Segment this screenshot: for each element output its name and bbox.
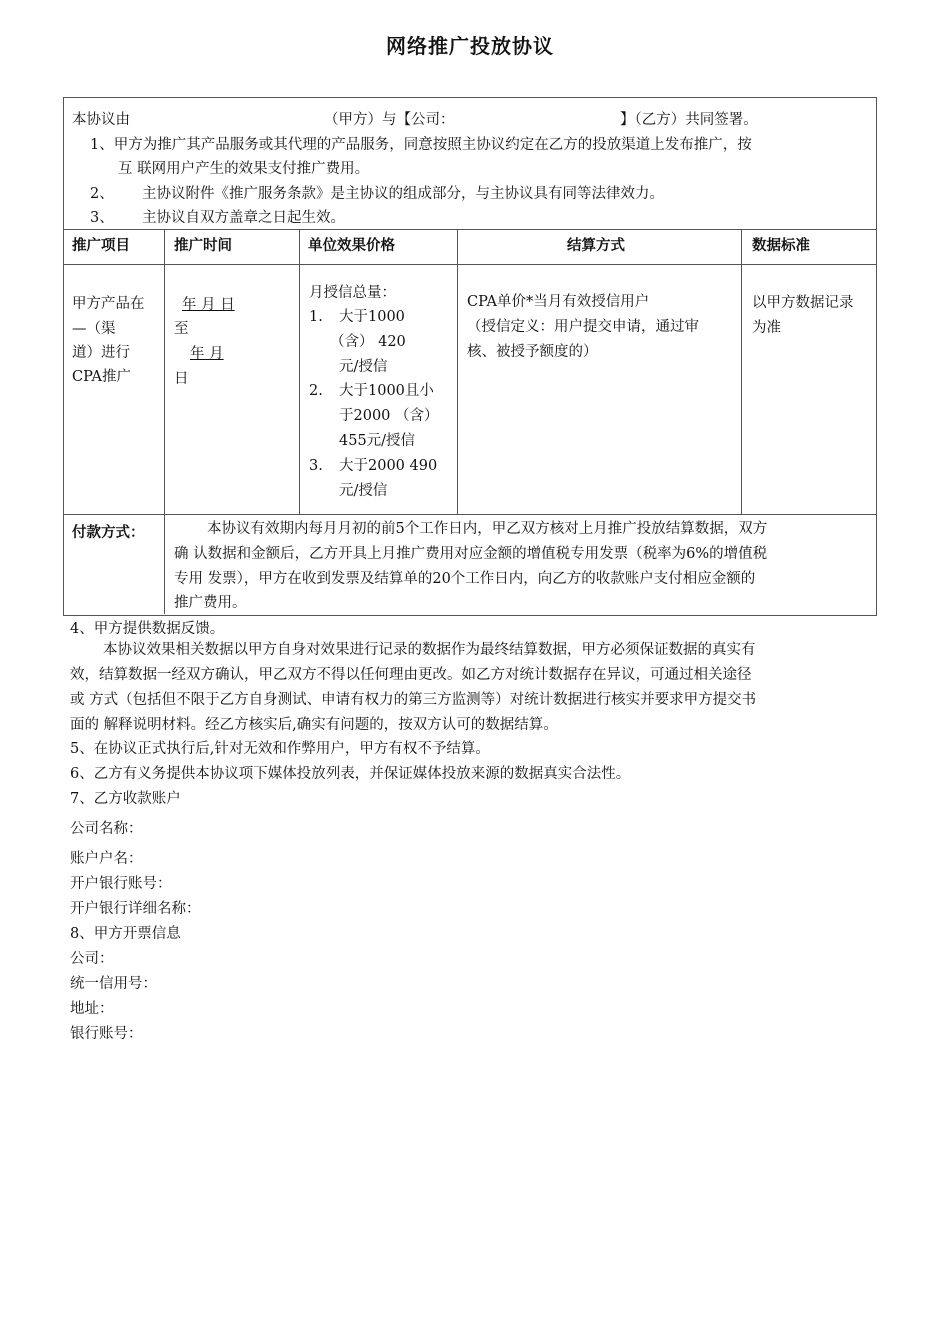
- price-tier-1: （含） 420: [330, 334, 406, 350]
- price-tier-2: 于2000 （含）: [339, 408, 439, 424]
- header-time: 推广时间: [174, 238, 232, 254]
- table-divider: [63, 514, 877, 515]
- intro-party-b: 】（乙方）共同签署。: [620, 112, 758, 128]
- end-date-day: 日: [174, 371, 189, 387]
- settlement-line: （授信定义：用户提交申请，通过审: [467, 319, 699, 335]
- clause-7: 7、乙方收款账户: [70, 791, 181, 807]
- clause-4-line: 效，结算数据一经双方确认，甲乙双方不得以任何理由更改。如乙方对统计数据存在异议，可通过相关途径: [70, 667, 752, 683]
- clause-3-text: 主协议自双方盖章之日起生效。: [142, 210, 345, 226]
- clause-3-number: 3、: [90, 210, 114, 226]
- settlement-line: CPA单价*当月有效授信用户: [467, 294, 650, 310]
- price-tier-1: 大于1000: [339, 309, 405, 325]
- data-standard-line: 以甲方数据记录: [752, 295, 854, 311]
- account-name-label: 账户户名：: [70, 851, 143, 867]
- clause-2-text: 主协议附件《推广服务条款》是主协议的组成部分，与主协议具有同等法律效力。: [142, 186, 664, 202]
- project-line: 道）进行: [72, 345, 130, 361]
- data-standard-line: 为准: [752, 320, 781, 336]
- price-tier-2: 455元/授信: [339, 433, 416, 449]
- clause-2-number: 2、: [90, 186, 114, 202]
- invoice-bank-account-label: 银行账号：: [70, 1026, 143, 1042]
- intro-prefix: 本协议由: [72, 112, 130, 128]
- price-lead: 月授信总量：: [309, 285, 396, 301]
- table-divider: [299, 229, 300, 514]
- clause-4-title: 4、甲方提供数据反馈。: [70, 621, 225, 637]
- price-tier-3: 大于2000 490: [339, 458, 438, 474]
- clause-6: 6、乙方有义务提供本协议项下媒体投放列表，并保证媒体投放来源的数据真实合法性。: [70, 766, 631, 782]
- price-tier-1-number: 1.: [309, 309, 323, 325]
- clause-1-line-1: 1、甲方为推广其产品服务或其代理的产品服务，同意按照主协议约定在乙方的投放渠道上发布推广，按: [90, 137, 752, 153]
- clause-8: 8、甲方开票信息: [70, 926, 181, 942]
- table-divider: [457, 229, 458, 514]
- bank-account-label: 开户银行账号：: [70, 876, 172, 892]
- table-divider: [63, 229, 877, 230]
- bank-detail-label: 开户银行详细名称：: [70, 901, 201, 917]
- table-divider: [164, 229, 165, 614]
- project-line: —（渠: [72, 321, 116, 337]
- invoice-company-label: 公司：: [70, 951, 114, 967]
- clause-1-line-2: 互 联网用户产生的效果支付推广费用。: [118, 161, 370, 177]
- payment-label: 付款方式：: [72, 525, 145, 541]
- payment-text-line: 确 认数据和金额后，乙方开具上月推广费用对应金额的增值税专用发票（税率为6%的增值税: [174, 546, 768, 562]
- payment-text-line: 推广费用。: [174, 595, 247, 611]
- time-to: 至: [174, 321, 189, 337]
- intro-party-a: （甲方）与【公司：: [324, 112, 455, 128]
- clause-4-line: 或 方式（包括但不限于乙方自身测试、申请有权力的第三方监测等）对统计数据进行核实并要求甲方提交书: [70, 692, 757, 708]
- header-unit-price: 单位效果价格: [308, 238, 395, 254]
- header-settlement: 结算方式: [567, 238, 625, 254]
- company-name-label: 公司名称：: [70, 821, 143, 837]
- clause-5: 5、在协议正式执行后,针对无效和作弊用户，甲方有权不予结算。: [70, 741, 490, 757]
- clause-4-line: 面的 解释说明材料。经乙方核实后,确实有问题的，按双方认可的数据结算。: [70, 717, 558, 733]
- page-title: 网络推广投放协议: [386, 34, 554, 58]
- project-line: 甲方产品在: [72, 296, 145, 312]
- clause-4-line: 本协议效果相关数据以甲方自身对效果进行记录的数据作为最终结算数据，甲方必须保证数据的真实有: [103, 642, 756, 658]
- invoice-credit-code-label: 统一信用号：: [70, 976, 157, 992]
- payment-text-line: 本协议有效期内每月月初的前5个工作日内，甲乙双方核对上月推广投放结算数据，双方: [207, 521, 768, 537]
- end-date: 年 月: [190, 346, 224, 362]
- price-tier-3-number: 3.: [309, 458, 323, 474]
- price-tier-2: 大于1000且小: [339, 383, 434, 399]
- table-divider: [741, 229, 742, 514]
- price-tier-3: 元/授信: [339, 483, 388, 499]
- price-tier-2-number: 2.: [309, 383, 323, 399]
- project-line: CPA推广: [72, 369, 131, 385]
- table-divider: [63, 264, 877, 265]
- settlement-line: 核、被授予额度的）: [467, 344, 598, 360]
- header-data-standard: 数据标准: [752, 238, 810, 254]
- price-tier-1: 元/授信: [339, 359, 388, 375]
- payment-text-line: 专用 发票），甲方在收到发票及结算单的20个工作日内，向乙方的收款账户支付相应金额的: [174, 571, 756, 587]
- header-project: 推广项目: [72, 238, 130, 254]
- start-date: 年 月 日: [182, 297, 235, 313]
- invoice-address-label: 地址：: [70, 1001, 114, 1017]
